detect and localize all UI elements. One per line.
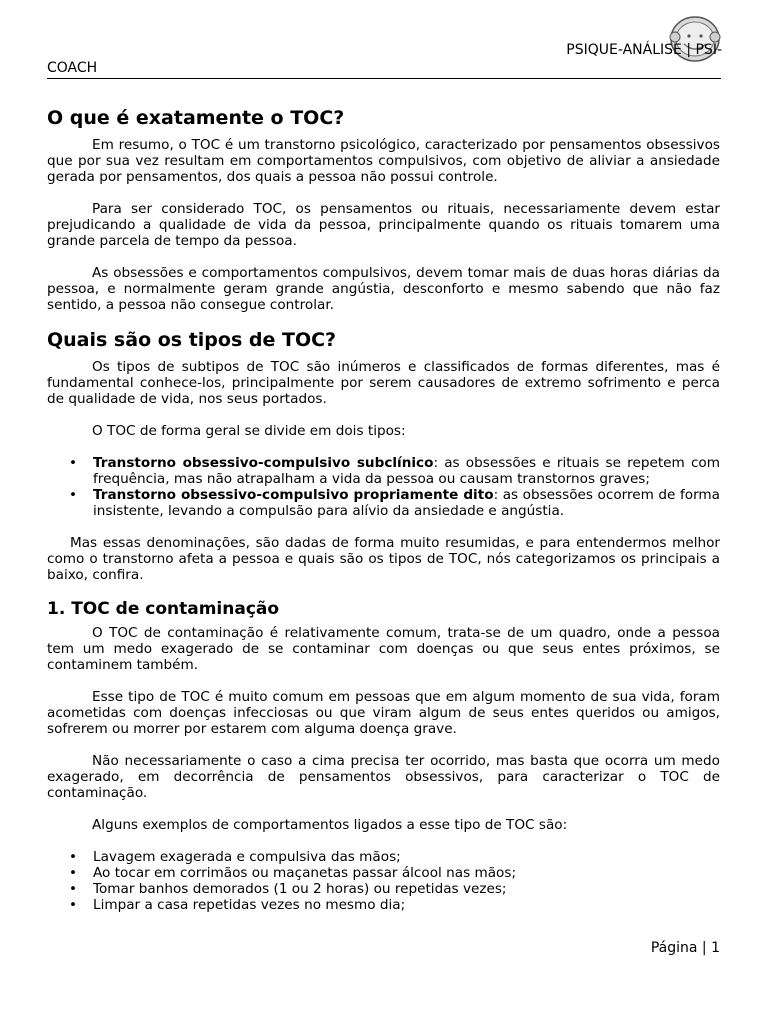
list-item xyxy=(69,849,720,865)
paragraph: Não necessariamente o caso a cima precisa ter ocorrido, mas basta que ocorra um medo exagerado, em decorrência de pensamentos obsessivos, para caracterizar o TOC de contaminação. xyxy=(47,753,720,801)
header-divider xyxy=(47,78,721,79)
contamination-examples-list xyxy=(47,849,720,913)
paragraph: Alguns exemplos de comportamentos ligados a esse tipo de TOC são: xyxy=(92,817,568,833)
page-number: Página | 1 xyxy=(650,940,720,956)
list-item-term: Transtorno obsessivo-compulsivo propriamente dito xyxy=(93,487,494,503)
list-item xyxy=(69,487,720,519)
paragraph: O TOC de forma geral se divide em dois tipos: xyxy=(92,423,406,439)
section-title-types-of-toc: Quais são os tipos de TOC? xyxy=(47,329,337,351)
list-item-text: : as obsessões ocorrem de forma insistente, levando a compulsão para alívio da ansiedade e angústia. xyxy=(93,487,720,519)
list-item xyxy=(69,865,720,881)
bullet-icon: • xyxy=(69,897,78,913)
list-item-text: Limpar a casa repetidas vezes no mesmo dia; xyxy=(93,897,406,913)
section-title-what-is-toc: O que é exatamente o TOC? xyxy=(47,107,345,129)
list-item xyxy=(69,455,720,487)
bullet-icon: • xyxy=(69,881,78,897)
paragraph: Para ser considerado TOC, os pensamentos ou rituais, necessariamente devem estar prejudicando a qualidade de vida da pessoa, principalmente quando os rituais tomarem uma grande parcela de tempo da pessoa. xyxy=(47,201,720,249)
bullet-icon: • xyxy=(69,865,78,881)
paragraph: Os tipos de subtipos de TOC são inúmeros e classificados de formas diferentes, mas é fundamental conhece-los, principalmente por serem causadores de extremo sofrimento e perca de qualidade de vida, nos seus portados. xyxy=(47,359,720,407)
paragraph: O TOC de contaminação é relativamente comum, trata-se de um quadro, onde a pessoa tem um medo exagerado de se contaminar com doenças ou que seus entes próximos, se contaminem também. xyxy=(47,625,720,673)
bullet-icon: • xyxy=(69,487,78,503)
list-item-text: : as obsessões e rituais se repetem com frequência, mas não atrapalham a vida da pessoa ou causam transtornos graves; xyxy=(93,455,720,487)
paragraph: Mas essas denominações, são dadas de forma muito resumidas, e para entendermos melhor como o transtorno afeta a pessoa e quais são os tipos de TOC, nós categorizamos os principais a baixo, confira. xyxy=(47,535,720,583)
list-item-text: Ao tocar em corrimãos ou maçanetas passar álcool nas mãos; xyxy=(93,865,517,881)
bullet-icon: • xyxy=(69,849,78,865)
header-subtitle: COACH xyxy=(47,60,98,76)
paragraph: Esse tipo de TOC é muito comum em pessoas que em algum momento de sua vida, foram acometidas com doenças infecciosas ou que viram algum de seus entes queridos ou amigos, sofrerem ou morrer por estarem com alguma doença grave. xyxy=(47,689,720,737)
list-item-text: Tomar banhos demorados (1 ou 2 horas) ou repetidas vezes; xyxy=(93,881,507,897)
list-item xyxy=(69,881,720,897)
list-item-text: Lavagem exagerada e compulsiva das mãos; xyxy=(93,849,401,865)
list-item-term: Transtorno obsessivo-compulsivo subclínico xyxy=(93,455,434,471)
toc-types-list xyxy=(47,455,720,519)
section-title-contamination: 1. TOC de contaminação xyxy=(47,599,280,619)
bullet-icon: • xyxy=(69,455,78,471)
list-item xyxy=(69,897,720,913)
header-title: PSIQUE-ANÁLISE | PSI- xyxy=(566,42,722,58)
paragraph: Em resumo, o TOC é um transtorno psicológico, caracterizado por pensamentos obsessivos que por sua vez resultam em comportamentos compulsivos, com objetivo de aliviar a ansiedade gerada por pensamentos, dos quais a pessoa não possui controle. xyxy=(47,137,720,185)
paragraph: As obsessões e comportamentos compulsivos, devem tomar mais de duas horas diárias da pessoa, e normalmente geram grande angústia, desconforto e mesmo sabendo que não faz sentido, a pessoa não consegue controlar. xyxy=(47,265,720,313)
document-body xyxy=(47,107,720,929)
